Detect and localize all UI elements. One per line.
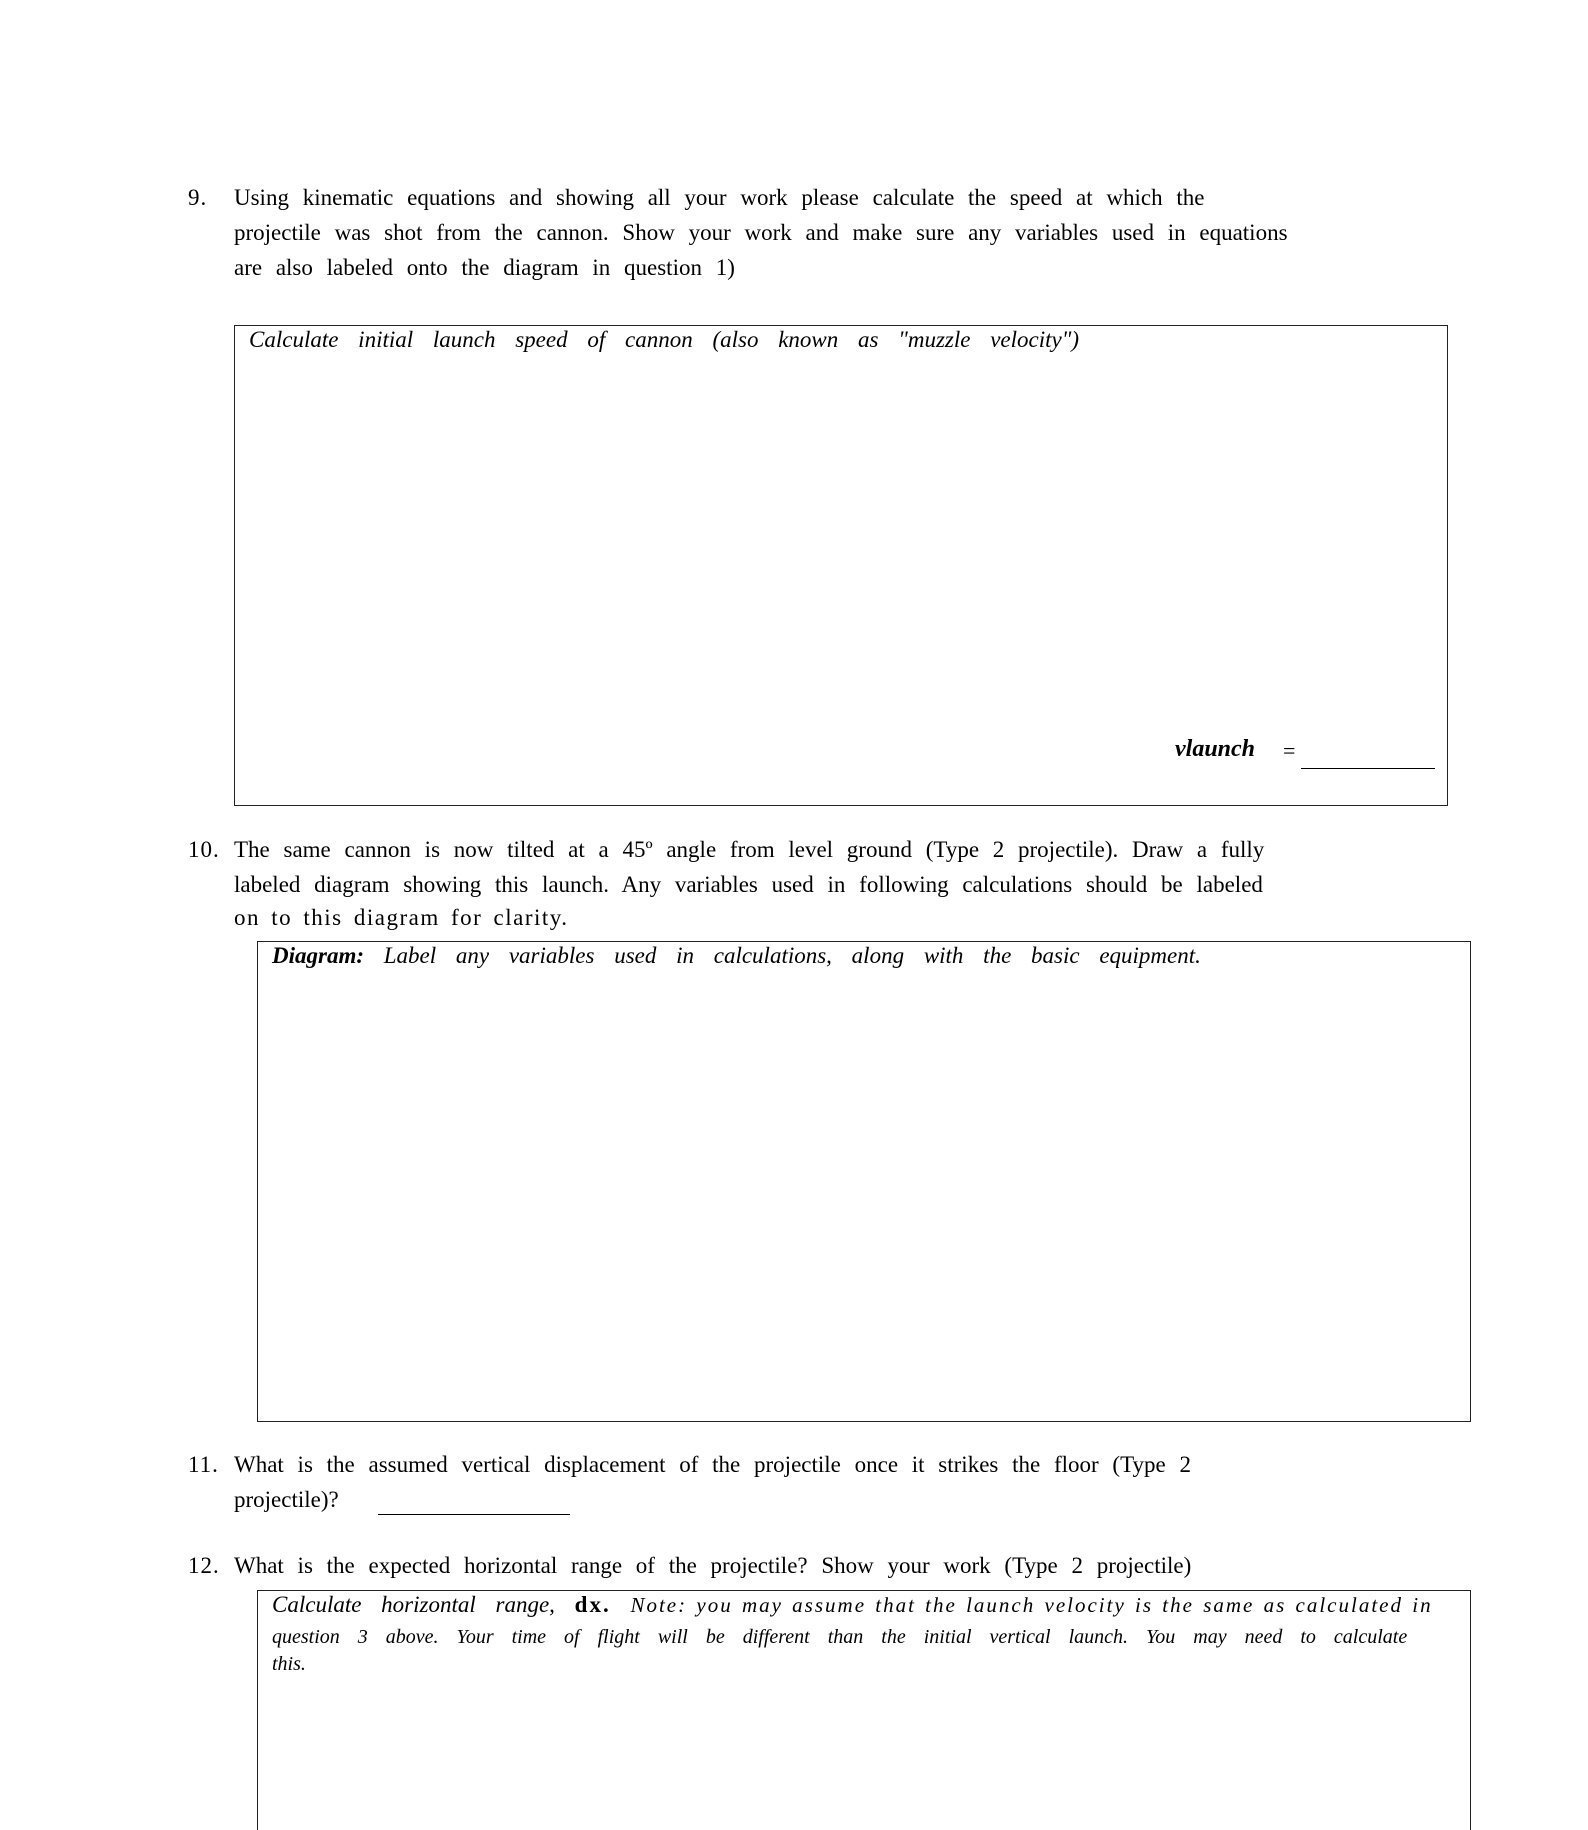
q12-heading-text: Calculate horizontal range, (272, 1592, 555, 1617)
vlaunch-equals: = (1283, 738, 1296, 763)
question-11-line-2: projectile)? (234, 1487, 339, 1512)
question-11-line-1: What is the assumed vertical displacement of the projectile once it strikes the floor (Type 2 (234, 1452, 1191, 1477)
vlaunch-label: vlaunch (1175, 736, 1256, 762)
q10-diagram-box[interactable] (257, 941, 1471, 1422)
q11-answer-line[interactable] (378, 1514, 570, 1515)
q9-answer-box[interactable] (234, 325, 1448, 806)
dx-variable: dx. (574, 1592, 611, 1617)
question-9-line-1: Using kinematic equations and showing all your work please calculate the speed at which the (234, 185, 1205, 210)
vlaunch-answer-line[interactable] (1301, 768, 1435, 769)
question-10-line-1: The same cannon is now tilted at a 45º angle from level ground (Type 2 projectile). Draw a fully (234, 837, 1265, 862)
question-10-number: 10. (188, 837, 220, 862)
q12-note-continued: question 3 above. Your time of flight will be different than the initial vertical launch. You may need to calculate (272, 1626, 1408, 1648)
q12-box-heading (272, 1591, 1433, 1619)
q9-box-heading: Calculate initial launch speed of cannon (also known as "muzzle velocity") (249, 327, 1080, 352)
question-10-line-3: on to this diagram for clarity. (234, 905, 569, 930)
question-12-line-1: What is the expected horizontal range of the projectile? Show your work (Type 2 projectile) (234, 1553, 1192, 1578)
question-9-line-2: projectile was shot from the cannon. Show your work and make sure any variables used in equations (234, 220, 1288, 245)
question-10 (188, 832, 1428, 934)
q12-note-end: this. (272, 1653, 306, 1675)
question-11-number: 11. (188, 1452, 219, 1477)
q10-box-heading (272, 942, 1201, 970)
question-10-line-2: labeled diagram showing this launch. Any variables used in following calculations should be labeled (234, 872, 1263, 897)
question-9-line-3: are also labeled onto the diagram in question 1) (234, 255, 735, 280)
diagram-label: Diagram: (272, 943, 364, 968)
q12-note: Note: you may assume that the launch velocity is the same as calculated in (630, 1593, 1433, 1617)
diagram-instructions: Label any variables used in calculations, along with the basic equipment. (383, 943, 1201, 968)
question-9-number: 9. (188, 185, 208, 210)
question-9 (188, 180, 1428, 285)
question-11 (188, 1447, 1428, 1517)
q12-answer-box[interactable] (257, 1590, 1471, 1830)
question-12 (188, 1548, 1428, 1583)
question-12-number: 12. (188, 1553, 220, 1578)
